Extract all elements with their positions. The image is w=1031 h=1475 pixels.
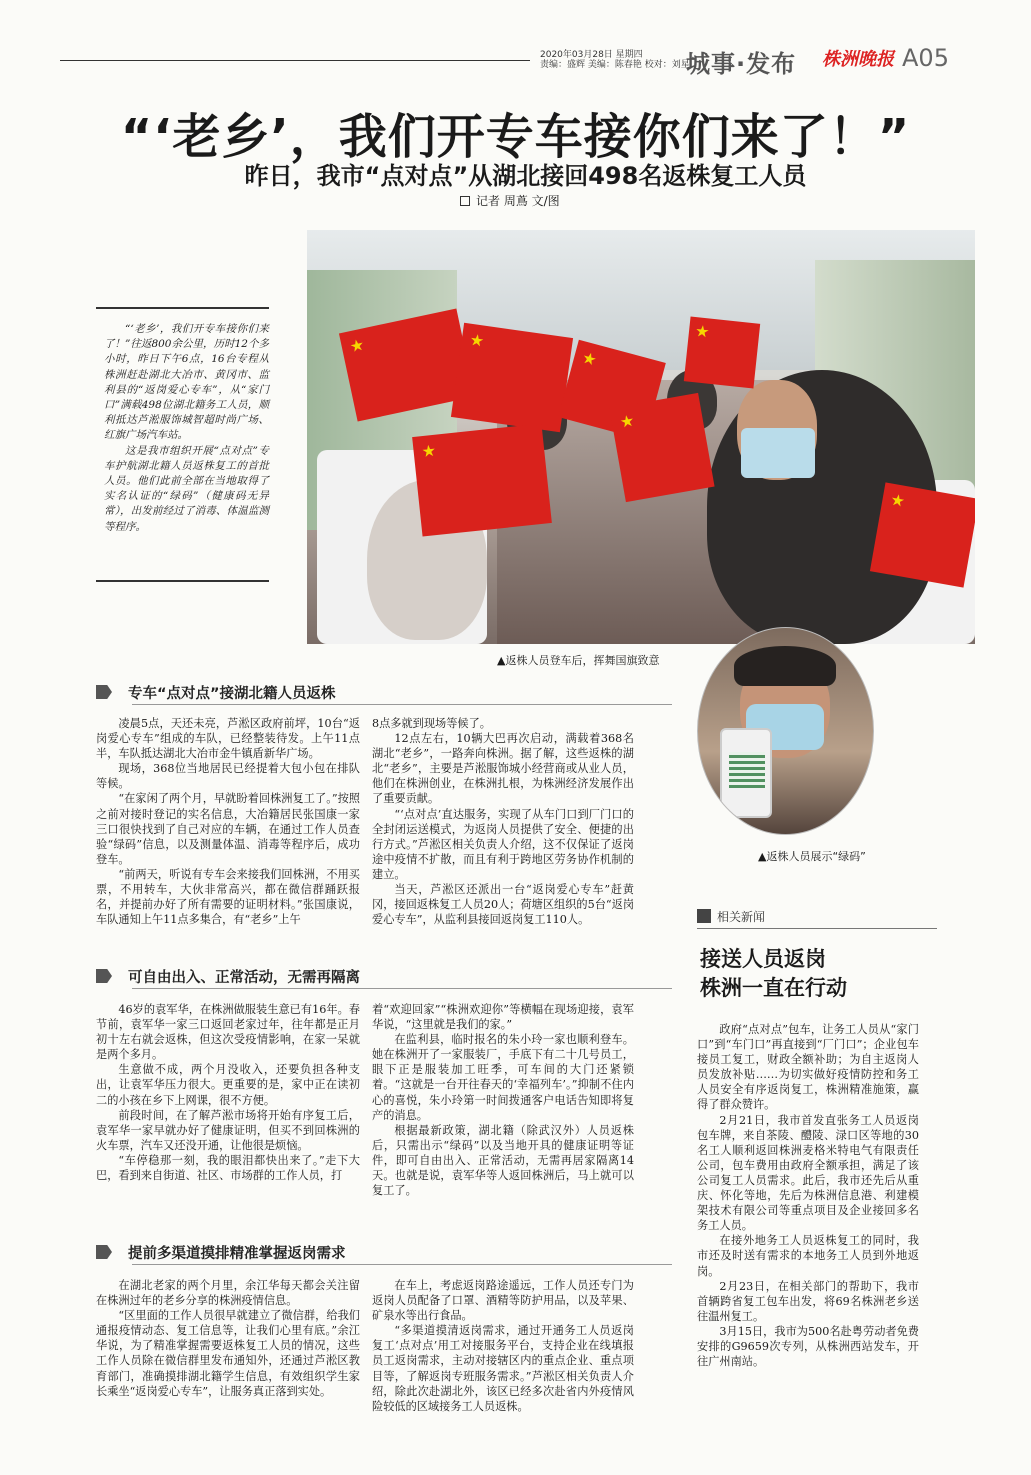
paragraph: 2月23日，在相关部门的帮助下，我市首辆跨省复工包车出发，将69名株洲老乡送往温州复工。 — [697, 1279, 919, 1323]
paragraph: “在家闲了两个月，早就盼着回株洲复工了。”按照之前对接时登记的实名信息，大冶籍居民张国康一家三口很快找到了自己对应的车辆，在通过工作人员查验“绿码”信息，以及测量体温、消毒等程序后，成功登车。 — [96, 792, 360, 866]
section-marker-icon — [96, 969, 112, 983]
related-title-line: 接送人员返岗 — [700, 946, 826, 971]
paragraph: 生意做不成，两个月没收入，还要负担各种支出，让袁军华压力很大。更重要的是，家中正在读初二的小孩在乡下上网课，很不方便。 — [96, 1063, 360, 1107]
section-heading-text: 提前多渠道摸排精准掌握返岗需求 — [128, 1246, 346, 1262]
qr-code-icon — [729, 752, 765, 788]
star-icon: ★ — [468, 329, 486, 351]
star-icon: ★ — [618, 410, 636, 432]
green-code-photo — [697, 627, 874, 835]
paragraph: 前段时间，在了解芦淞市场将开始有序复工后，袁军华一家早就办好了健康证明，但买不到回株洲的火车票，汽车又还没开通，让他很是烦恼。 — [96, 1108, 360, 1152]
intro-lead — [104, 322, 269, 535]
paragraph: “‘点对点’直达服务，实现了从车门口到厂门口的全封闭运送模式，为返岗人员提供了安全、便捷的出行方式。”芦淞区相关负责人介绍，这不仅保证了返岗途中疫情不扩散，而且有利于跨地区劳务协作机制的建立。 — [372, 807, 634, 881]
related-body — [697, 1022, 919, 1369]
header-rule — [60, 60, 530, 61]
related-title — [700, 944, 847, 1002]
flag — [684, 317, 760, 389]
intro-paragraph: “‘老乡’，我们开专车接你们来了！”往返800余公里，历时12个多小时，昨日下午6点，16台专程从株洲赶赴湖北大冶市、黄冈市、监利县的“返岗爱心专车”，从“家门口”满载498位湖北籍务工人员，顺利抵达芦淞服饰城智超时尚广场、红旗广场汽车站。 — [104, 323, 269, 442]
paragraph: 当天，芦淞区还派出一台“返岗爱心专车”赶黄冈，接回返株复工人员20人；荷塘区组织的5台“返岗爱心专车”，从监利县接回返岗复工110人。 — [372, 883, 635, 927]
paragraph: 2月21日，我市首发直张务工人员返岗包车牌，来自茶陵、醴陵、渌口区等地的30名工人顺利返回株洲麦格米特电气有限责任公司，包车费用由政府全额承担，满足了该公司复工人员需求。此后，我市还先后从重庆、怀化等地，先后为株洲信息港、利建模架技术有限公司等重点项目及企业接回多名务工人员。 — [697, 1113, 919, 1233]
person-hair — [734, 646, 836, 686]
phone — [720, 728, 772, 818]
section3-col-right — [372, 1278, 634, 1414]
related-news-icon — [697, 909, 711, 923]
paragraph: 政府“点对点”包车，让务工人员从“家门口”到“车门口”再直接到“厂门口”；企业包车接员工复工，财政全额补助；为自主返岗人员发放补贴……为切实做好疫情防控和务工人员安全有序返岗复工，株洲精准施策，赢得了群众赞许。 — [697, 1023, 919, 1112]
paragraph: 46岁的袁军华，在株洲做服装生意已有16年。春节前，袁军华一家三口返回老家过年，往年都是正月初十左右就会返株，但这次受疫情影响，在家一呆就是两个多月。 — [96, 1003, 360, 1062]
paragraph: 12点左右，10辆大巴再次启动，满载着368名湖北“老乡”，一路奔向株洲。据了解，这些返株的湖北“老乡”，主要是芦淞服饰城小经营商或从业人员，他们在株洲创业，在株洲扎根，为株洲经济发展作出了重要贡献。 — [372, 732, 634, 806]
related-rule — [697, 928, 937, 929]
section-marker-icon — [96, 1245, 112, 1259]
intro-rule-top — [96, 307, 269, 309]
section-heading-2 — [96, 966, 360, 987]
section1-col-left — [96, 716, 360, 927]
section-name: 城事·发布 — [686, 50, 797, 78]
page-number: A05 — [902, 44, 949, 72]
paragraph: “多渠道摸清返岗需求，通过开通务工人员返岗复工‘点对点’用工对接服务平台，支持企业在线填报员工返岗需求，主动对接辖区内的重点企业、重点项目等，了解返岗专班服务需求。”芦淞区相关负责人介绍，除此次赴湖北外，该区已经多次赴省内外疫情风险较低的区域接务工人员返株。 — [372, 1324, 634, 1413]
section-heading-1 — [96, 682, 336, 703]
star-icon: ★ — [580, 347, 599, 370]
section-rule — [132, 1264, 672, 1265]
subheadline: 昨日，我市“点对点”从湖北接回498名返株复工人员 — [244, 162, 807, 190]
star-icon: ★ — [889, 489, 907, 511]
circle-caption: ▲返株人员展示“绿码” — [758, 850, 866, 863]
paragraph: 现场，368位当地居民已经提着大包小包在排队等候。 — [96, 762, 360, 791]
flag — [609, 393, 714, 502]
paragraph: “前两天，听说有专车会来接我们回株洲，不用买票，不用转车，大伙非常高兴，都在微信群踊跃报名，并提前办好了所有需要的证明材料。”张国康说，车队通知上午11点多集合，有“老乡”上午 — [96, 867, 360, 927]
paragraph: 在监利县，临时报名的朱小玲一家也顺利登车。她在株洲开了一家服装厂，手底下有二十几号员工，眼下正是服装加工旺季，可车间的大门还紧锁着。“这就是一台开往春天的‘幸福列车’。”抑制不住内心的喜悦，朱小玲第一时间拨通客户电话告知即将复产的消息。 — [372, 1033, 634, 1122]
section-heading-3 — [96, 1242, 346, 1263]
related-news-tag — [697, 908, 765, 925]
paragraph: 8点多就到现场等候了。 — [372, 717, 491, 730]
intro-paragraph: 这是我市组织开展“点对点”专车护航湖北籍人员返株复工的首批人员。他们此前全部在当地取得了实名认证的“绿码”（健康码无异常），出发前经过了消毒、体温监测等程序。 — [104, 444, 269, 533]
paragraph: 在湖北老家的两个月里，余江华每天都会关注留在株洲过年的老乡分享的株洲疫情信息。 — [96, 1279, 360, 1308]
section-heading-text: 可自由出入、正常活动，无需再隔离 — [128, 970, 360, 986]
section2-col-left — [96, 1002, 360, 1183]
face-mask — [741, 428, 815, 478]
related-news-label: 相关新闻 — [717, 910, 766, 924]
paragraph: 在车上，考虑返岗路途遥远，工作人员还专门为返岗人员配备了口罩、酒精等防护用品，以及苹果、矿泉水等出行食品。 — [372, 1279, 634, 1323]
section-rule — [132, 704, 672, 705]
paragraph: 凌晨5点，天还未亮，芦淞区政府前坪，10台“返岗爱心专车”组成的车队，已经整装待发。上午11点半，车队抵达湖北大冶市金牛镇盾新华广场。 — [96, 717, 360, 761]
section1-col-right — [372, 716, 634, 927]
paragraph: “车停稳那一刻，我的眼泪都快出来了。”走下大巴，看到来自街道、社区、市场群的工作人员，打 — [96, 1153, 360, 1183]
paragraph: 着“欢迎回家”“株洲欢迎你”等横幅在现场迎接，袁军华说，“这里就是我们的家。” — [372, 1003, 634, 1032]
paragraph: 在接外地务工人员返株复工的同时，我市还及时送有需求的本地务工人员到外地返岗。 — [697, 1234, 919, 1278]
paragraph: “区里面的工作人员很早就建立了微信群，给我们通报疫情动态、复工信息等，让我们心里有底。”余江华说，为了精准掌握需要返株复工人员的情况，这些工作人员除在微信群里发布通知外，还通过芦淞区教育部门，准确摸排湖北籍学生信息，有效组织学生家长乘坐“返岗爱心专车”，让服务真正落到实处。 — [96, 1309, 360, 1398]
related-title-line: 株洲一直在行动 — [700, 975, 847, 1000]
paragraph: 3月15日，我市为500名赴粤劳动者免费安排的G9659次专列，从株洲西站发车，开往广州南站。 — [697, 1324, 919, 1369]
photo-caption: ▲返株人员登车后，挥舞国旗致意 — [497, 654, 660, 667]
date-line: 2020年03月28日 星期四 — [540, 50, 643, 60]
section3-col-left — [96, 1278, 360, 1399]
paper-logo: 株洲晚报 — [822, 49, 894, 70]
section2-col-right — [372, 1002, 634, 1198]
flag — [451, 323, 573, 432]
flag — [412, 423, 552, 536]
star-icon: ★ — [348, 334, 367, 357]
editors-line: 责编：盛辉 美编：陈春艳 校对：刘星 — [540, 60, 690, 70]
headline: “‘老乡’，我们开专车接你们来了！” — [120, 109, 911, 165]
bus-photo — [307, 230, 975, 644]
header-meta — [540, 50, 690, 70]
section-heading-text: 专车“点对点”接湖北籍人员返株 — [128, 686, 336, 702]
section-rule — [132, 988, 672, 989]
byline-box-icon — [460, 196, 470, 206]
star-icon: ★ — [420, 440, 437, 462]
section-marker-icon — [96, 685, 112, 699]
byline-text: 记者 周蔦 文/图 — [476, 194, 560, 208]
flag — [870, 482, 975, 587]
intro-rule-bottom — [96, 580, 269, 582]
byline — [460, 192, 560, 209]
paragraph: 根据最新政策，湖北籍（除武汉外）人员返株后，只需出示“绿码”以及当地开具的健康证明等证件，即可自由出入、正常活动，无需再居家隔离14天。也就是说，袁军华等人返回株洲后，马上就可以复工了。 — [372, 1123, 634, 1198]
star-icon: ★ — [694, 321, 711, 342]
